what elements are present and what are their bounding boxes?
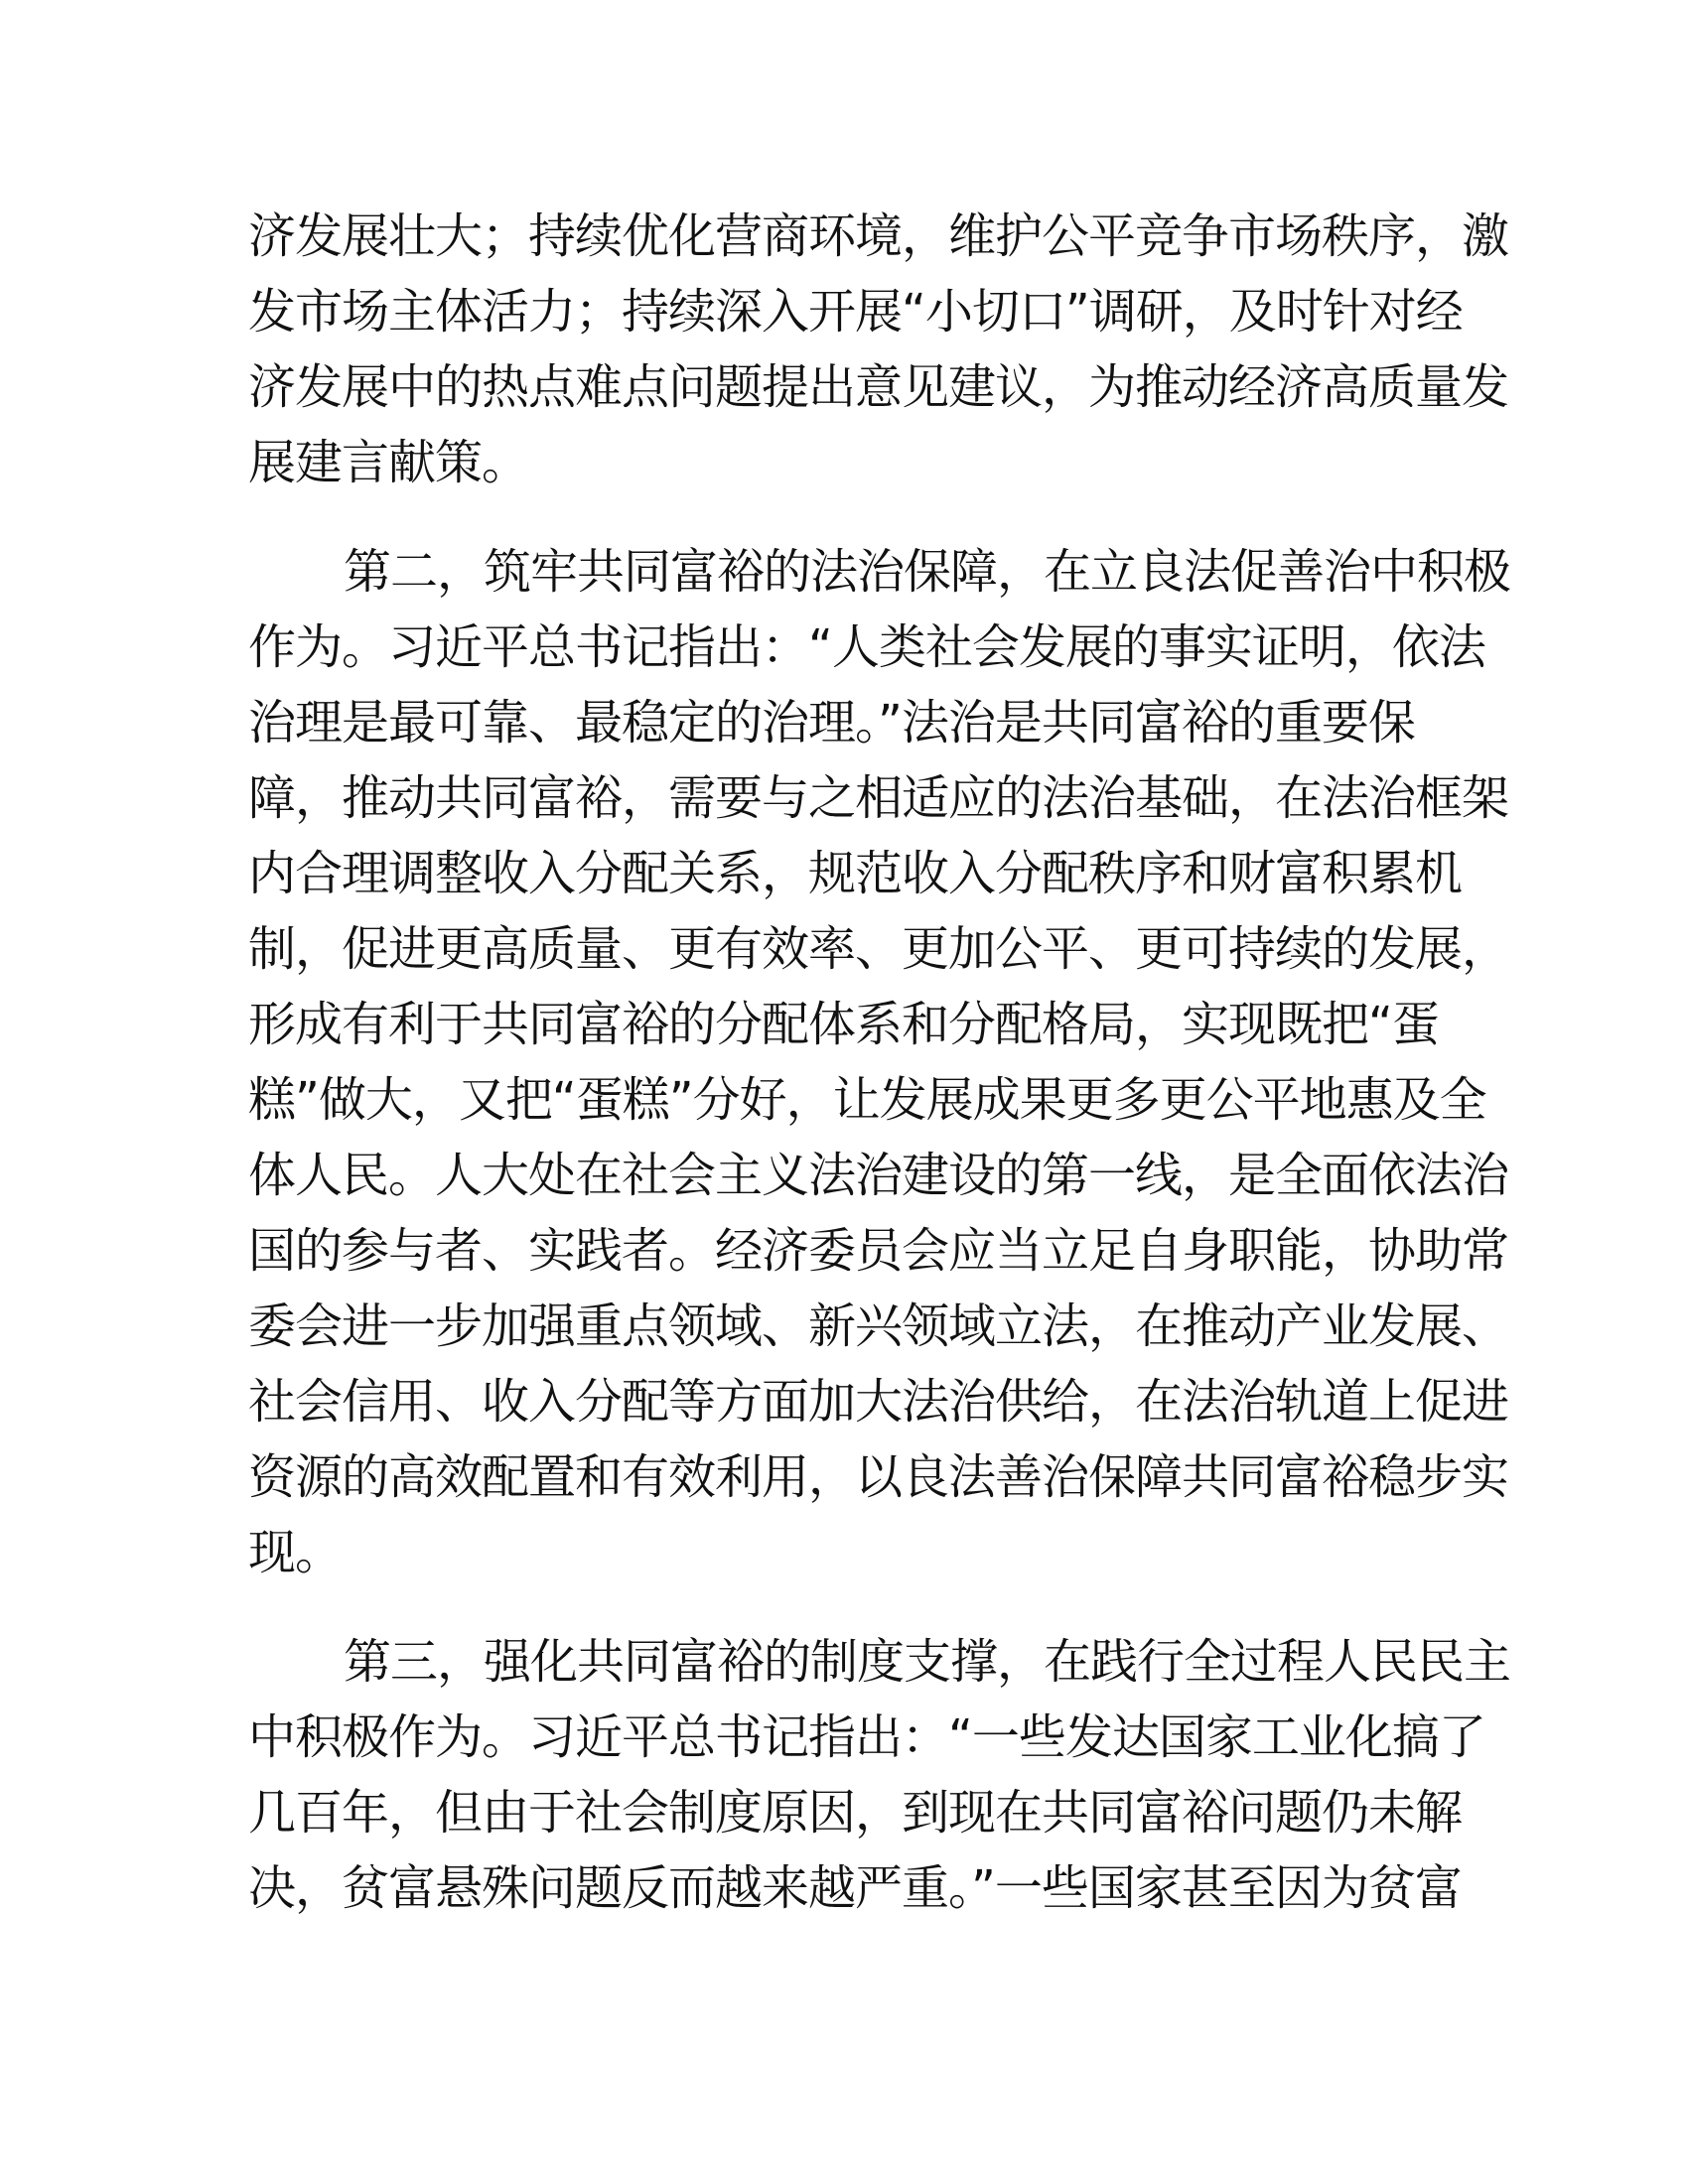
text-line: 内合理调整收入分配关系，规范收入分配秩序和财富积累机 bbox=[248, 846, 1463, 901]
text-line: 第二，筑牢共同富裕的法治保障，在立良法促善治中积极 bbox=[344, 544, 1511, 600]
text-line: 糕”做大，又把“蛋糕”分好，让发展成果更多更公平地惠及全 bbox=[248, 1072, 1486, 1128]
text-line: 几百年，但由于社会制度原因，到现在共同富裕问题仍未解 bbox=[248, 1785, 1463, 1841]
text-line: 济发展中的热点难点问题提出意见建议，为推动经济高质量发 bbox=[248, 359, 1509, 415]
text-line: 济发展壮大；持续优化营商环境，维护公平竞争市场秩序，激 bbox=[248, 208, 1509, 264]
text-line: 资源的高效配置和有效利用，以良法善治保障共同富裕稳步实 bbox=[248, 1449, 1509, 1505]
text-line: 社会信用、收入分配等方面加大法治供给，在法治轨道上促进 bbox=[248, 1374, 1509, 1430]
text-line: 治理是最可靠、最稳定的治理。”法治是共同富裕的重要保 bbox=[248, 695, 1415, 751]
paragraph-spacing bbox=[248, 1590, 1440, 1624]
text-line: 形成有利于共同富裕的分配体系和分配格局，实现既把“蛋 bbox=[248, 997, 1439, 1052]
text-line: 展建言献策。 bbox=[248, 435, 529, 490]
text-line: 现。 bbox=[248, 1525, 343, 1580]
text-line: 委会进一步加强重点领域、新兴领域立法，在推动产业发展、 bbox=[248, 1298, 1509, 1354]
document-body bbox=[248, 199, 1511, 1926]
text-line: 体人民。人大处在社会主义法治建设的第一线，是全面依法治 bbox=[248, 1148, 1509, 1203]
text-line: 中积极作为。习近平总书记指出：“一些发达国家工业化搞了 bbox=[248, 1709, 1485, 1765]
paragraph-3 bbox=[248, 1624, 1511, 1926]
paragraph-spacing bbox=[248, 500, 1440, 534]
text-line: 障，推动共同富裕，需要与之相适应的法治基础，在法治框架 bbox=[248, 770, 1509, 826]
paragraph-2 bbox=[248, 534, 1511, 1590]
text-line: 制，促进更高质量、更有效率、更加公平、更可持续的发展， bbox=[248, 921, 1509, 977]
text-line: 发市场主体活力；持续深入开展“小切口”调研，及时针对经 bbox=[248, 284, 1463, 340]
text-line: 作为。习近平总书记指出：“人类社会发展的事实证明，依法 bbox=[248, 619, 1485, 675]
paragraph-1 bbox=[248, 199, 1509, 500]
text-line: 第三，强化共同富裕的制度支撑，在践行全过程人民民主 bbox=[344, 1634, 1511, 1690]
text-line: 国的参与者、实践者。经济委员会应当立足自身职能，协助常 bbox=[248, 1223, 1509, 1279]
text-line: 决，贫富悬殊问题反而越来越严重。”一些国家甚至因为贫富 bbox=[248, 1860, 1462, 1916]
